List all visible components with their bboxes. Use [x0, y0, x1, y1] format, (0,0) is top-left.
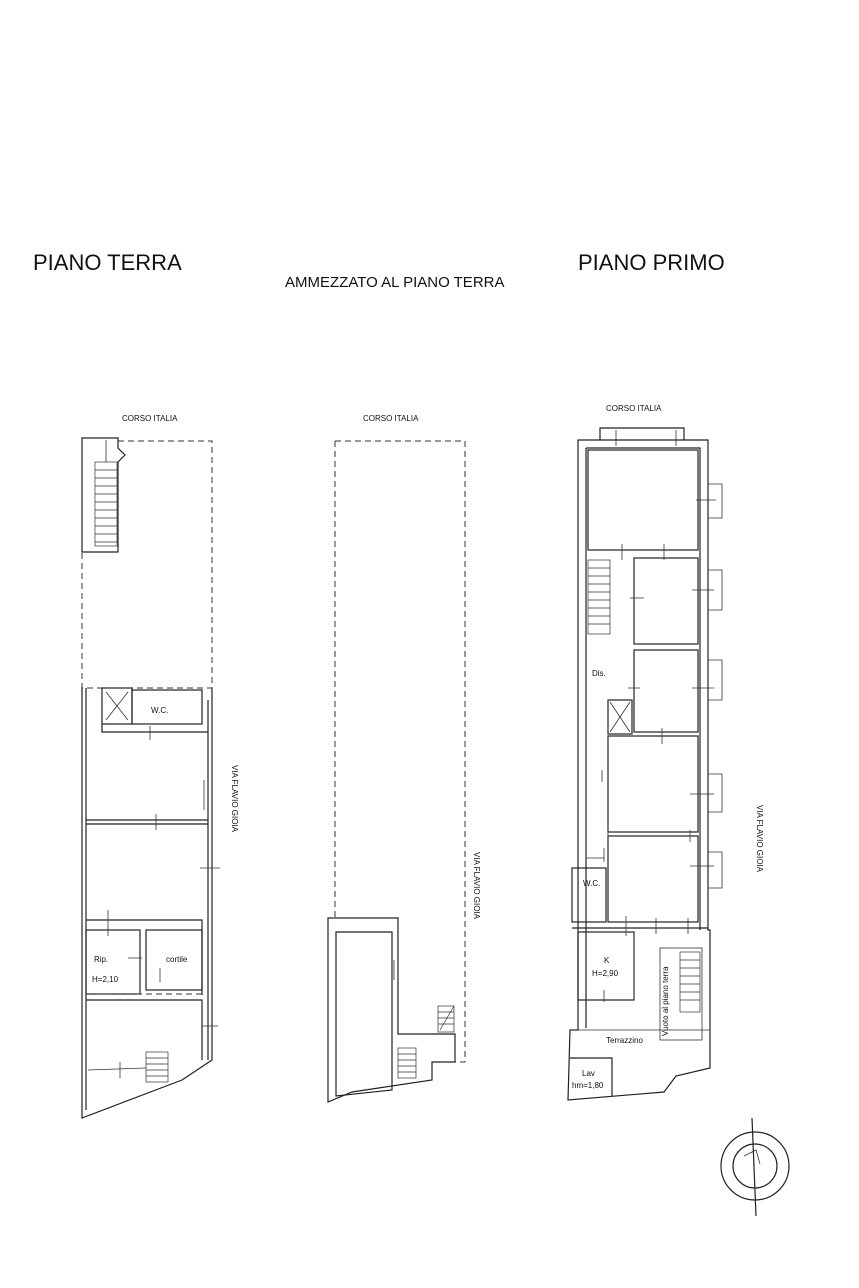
street-label-via-flavio-gioia-right: VIA FLAVIO GIOIA: [755, 805, 764, 872]
room-label-rip: Rip.: [94, 955, 109, 964]
north-arrow-icon: [721, 1118, 789, 1216]
title-piano-terra: PIANO TERRA: [33, 250, 182, 275]
street-label-corso-italia-middle: CORSO ITALIA: [363, 414, 419, 423]
room-label-k-height: H=2,90: [592, 969, 619, 978]
room-label-wc-terra: W.C.: [151, 706, 169, 715]
street-label-via-flavio-gioia-left: VIA FLAVIO GIOIA: [230, 765, 239, 832]
room-label-dis: Dis.: [592, 669, 606, 678]
title-ammezzato: AMMEZZATO AL PIANO TERRA: [285, 274, 505, 291]
plan-piano-terra: [82, 414, 239, 1118]
plan-ammezzato: [328, 414, 481, 1102]
stair-piano-terra-top: [95, 440, 117, 546]
room-label-k: K: [604, 956, 610, 965]
plan-piano-primo: [568, 404, 764, 1100]
room-label-rip-height: H=2,10: [92, 975, 119, 984]
title-piano-primo: PIANO PRIMO: [578, 250, 725, 275]
street-label-corso-italia-right: CORSO ITALIA: [606, 404, 662, 413]
room-label-lav-height: hm=1,80: [572, 1081, 604, 1090]
room-label-lav: Lav: [582, 1069, 595, 1078]
street-label-corso-italia-left: CORSO ITALIA: [122, 414, 178, 423]
room-label-cortile: cortile: [166, 955, 188, 964]
street-label-via-flavio-gioia-middle: VIA FLAVIO GIOIA: [472, 852, 481, 919]
room-label-vuoto: Vuoto al piano terra: [661, 966, 670, 1036]
room-label-wc-primo: W.C.: [583, 879, 601, 888]
room-label-terrazzino: Terrazzino: [606, 1036, 643, 1045]
